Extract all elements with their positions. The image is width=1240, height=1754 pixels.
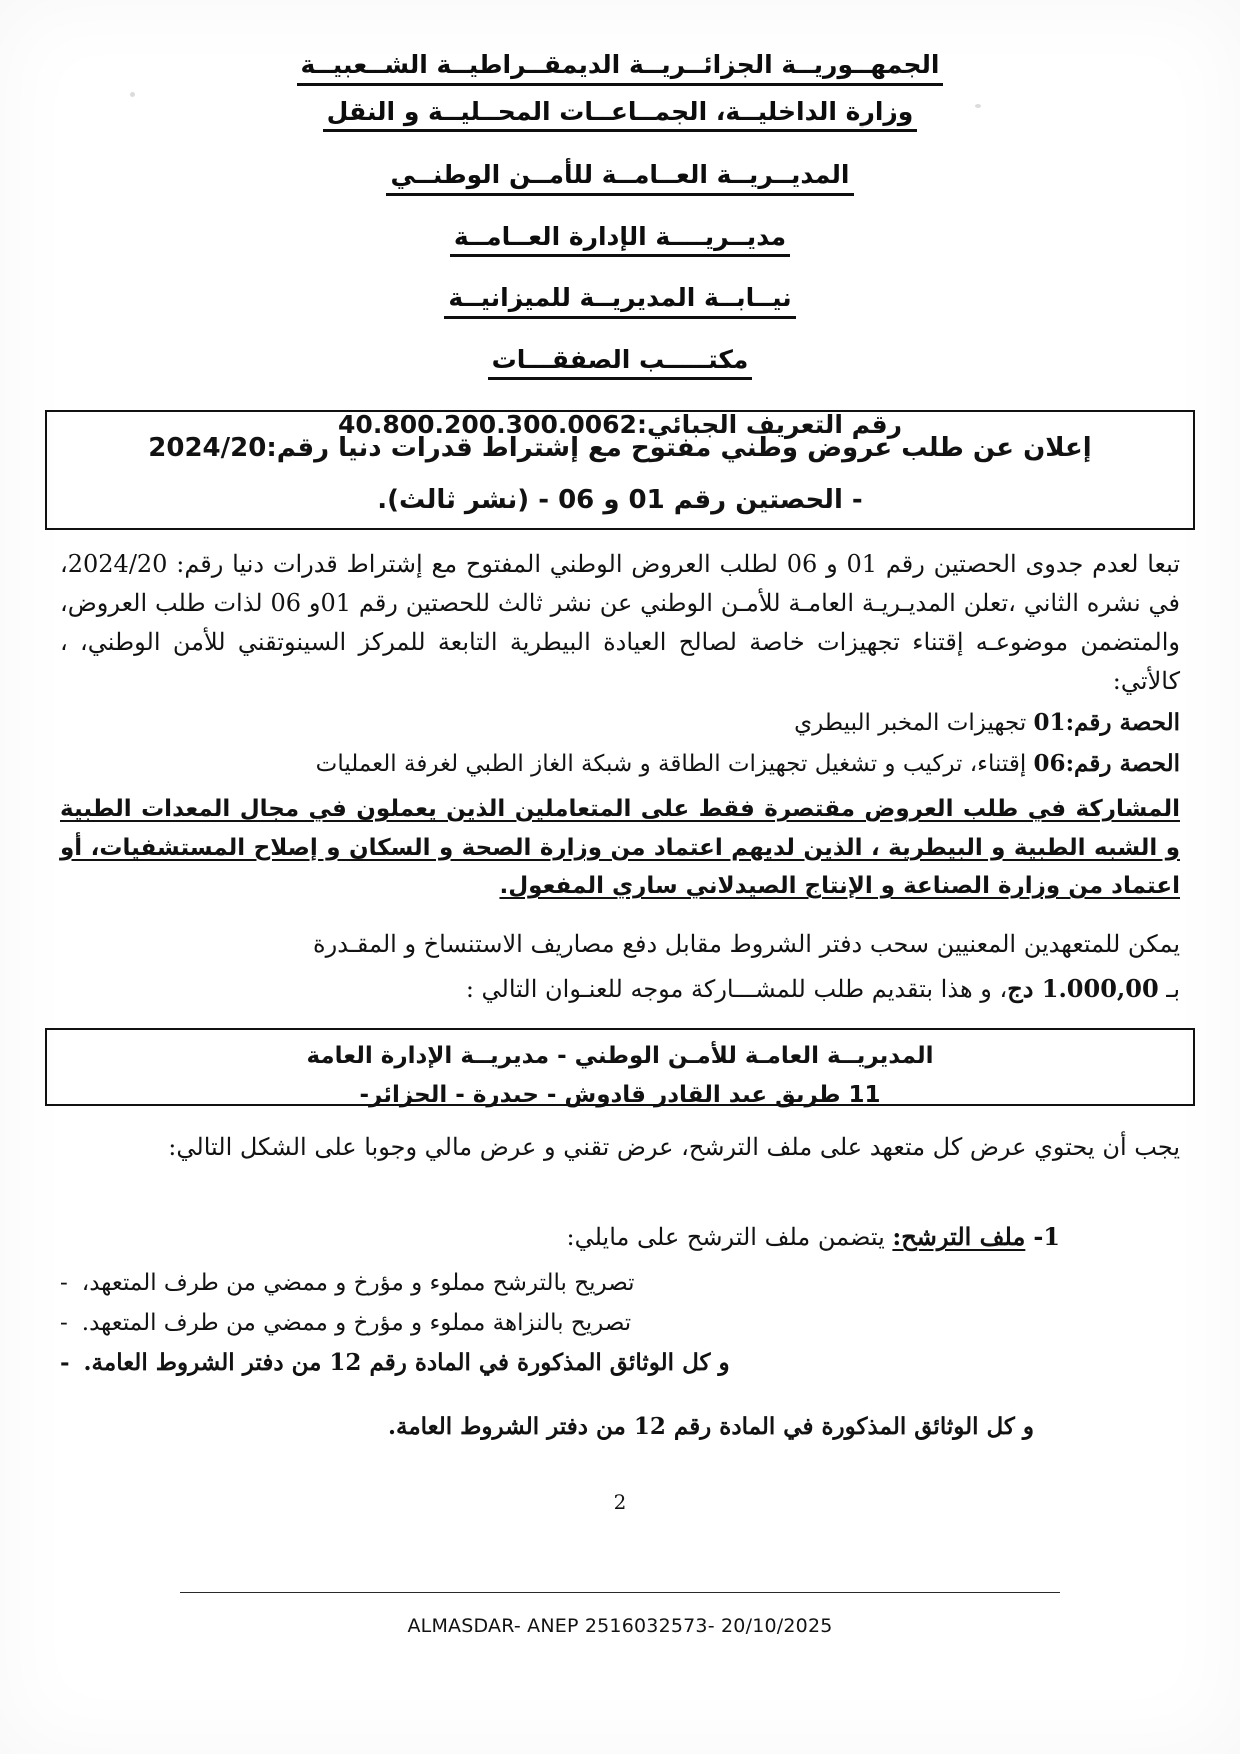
announcement-title-line-1: إعلان عن طلب عروض وطني مفتوح مع إشتراط قدرات دنيا رقم:2024/20 bbox=[148, 433, 1092, 463]
address-line-2: 11 طريق عبد القادر قادوش - حيدرة - الجزائر- bbox=[359, 1081, 881, 1108]
offer-requirements-paragraph: يجب أن يحتوي عرض كل متعهد على ملف الترشح، عرض تقني و عرض مالي وجوبا على الشكل التالي: bbox=[168, 1133, 1180, 1161]
list-item bbox=[60, 1266, 1030, 1302]
page-number: 2 bbox=[613, 1490, 627, 1514]
footer-divider bbox=[180, 1592, 1060, 1593]
eligibility-paragraph: المشاركة في طلب العروض مقتصرة فقط على المتعاملين الذين يعملون في مجال المعدات الطبية و الشبه الطبية و البيطرية ، الذين لديهم اعتماد من وزارة الصحة و السكان و إصلاح المستشفيات، أو اعتماد من وزارة الصناعة و الإنتاج الصيدلاني ساري المفعول. bbox=[60, 796, 1180, 900]
header-directorate-general-text: المديــريــة العــامــة للأمــن الوطنــي bbox=[386, 160, 853, 196]
announcement-title-line-2: - الحصتين رقم 01 و 06 - (نشر ثالث). bbox=[377, 484, 863, 515]
withdrawal-paragraph bbox=[60, 925, 1180, 1009]
section-candidacy-file bbox=[60, 1218, 1060, 1445]
tax-id-text: رقم التعريف الجبائي:40.800.200.300.0062 bbox=[338, 410, 902, 439]
withdrawal-amount: 1.000,00 دج bbox=[1007, 973, 1159, 1003]
list-bullet: - bbox=[60, 1309, 68, 1336]
lot-list bbox=[60, 705, 1180, 783]
intro-paragraph: تبعا لعدم جدوى الحصتين رقم 01 و 06 لطلب العروض الوطني المفتوح مع إشتراط قدرات دنيا رقم: 2024/20، في نشره الثاني ،تعلن المديـريـة العامـة للأمـن الوطني عن نشر ثالث للحصتين رقم 01و 06 لذات طلب العروض، والمتضمن موضوعـه إقتناء تجهيزات خاصة لصالح العيادة البيطرية التابعة للمركز السينوتقني للأمن الوطني، ، كالأتي: bbox=[60, 550, 1181, 695]
section-heading-row bbox=[60, 1218, 1060, 1256]
list-bullet: - bbox=[60, 1349, 70, 1377]
list-bullet: - bbox=[60, 1270, 68, 1297]
section-intro: يتضمن ملف الترشح على مايلي: bbox=[566, 1223, 893, 1251]
address-box bbox=[45, 1028, 1195, 1106]
lot-label: الحصة رقم:01 bbox=[1033, 709, 1180, 736]
section-closing-note: و كل الوثائق المذكورة في المادة رقم 12 من دفتر الشروط العامة. bbox=[387, 1413, 1034, 1441]
lot-item bbox=[60, 705, 1180, 742]
announcement-title-box bbox=[45, 410, 1195, 530]
withdrawal-line-2 bbox=[60, 970, 1180, 1009]
header-subdirectorate bbox=[70, 283, 1170, 319]
address-line-1: المديريــة العامـة للأمـن الوطني - مديريــة الإدارة العامة bbox=[306, 1043, 934, 1069]
header-ministry bbox=[70, 97, 1170, 133]
lot-item bbox=[60, 746, 1180, 783]
header-subdirectorate-text: نيــابــة المديريــة للميزانيــة bbox=[444, 283, 795, 319]
withdrawal-line-1: يمكن للمتعهدين المعنيين سحب دفتر الشروط مقابل دفع مصاريف الاستنساخ و المقـدرة bbox=[313, 930, 1180, 958]
withdrawal-suffix: ، و هذا بتقديم طلب للمشـــاركة موجه للعنـوان التالي : bbox=[465, 974, 1008, 1003]
header-office-text: مكتـــــب الصفقـــات bbox=[488, 345, 753, 381]
list-item-text: و كل الوثائق المذكورة في المادة رقم 12 من دفتر الشروط العامة. bbox=[83, 1349, 730, 1377]
document-header bbox=[70, 50, 1170, 439]
lot-description: إقتناء، تركيب و تشغيل تجهيزات الطاقة و شبكة الغاز الطبي لغرفة العمليات bbox=[315, 750, 1034, 777]
header-directorate-admin bbox=[70, 222, 1170, 258]
section-item-list bbox=[60, 1266, 1060, 1381]
footer-reference: ALMASDAR- ANEP 2516032573- 20/10/2025 bbox=[407, 1615, 833, 1637]
section-number: 1- bbox=[1033, 1222, 1060, 1251]
header-ministry-text: وزارة الداخليــة، الجمــاعــات المحــليــة و النقل bbox=[323, 97, 918, 133]
header-republic-text: الجمهــوريــة الجزائــريــة الديمقــراطيــة الشــعبيــة bbox=[297, 50, 944, 86]
lot-label: الحصة رقم:06 bbox=[1033, 749, 1180, 777]
list-item-text: تصريح بالترشح مملوء و مؤرخ و ممضي من طرف المتعهد، bbox=[81, 1270, 635, 1297]
list-item-text: تصريح بالنزاهة مملوء و مؤرخ و ممضي من طرف المتعهد. bbox=[81, 1309, 632, 1336]
withdrawal-prefix: بـ bbox=[1158, 974, 1180, 1003]
header-office bbox=[70, 345, 1170, 381]
lot-description: تجهيزات المخبر البيطري bbox=[794, 710, 1034, 736]
list-item bbox=[60, 1345, 1030, 1381]
header-republic bbox=[70, 50, 1170, 86]
list-item bbox=[60, 1306, 1030, 1342]
header-directorate-general bbox=[70, 160, 1170, 196]
section-heading: ملف الترشح: bbox=[892, 1222, 1026, 1251]
header-directorate-admin-text: مديــريــــة الإدارة العــامــة bbox=[450, 222, 790, 258]
